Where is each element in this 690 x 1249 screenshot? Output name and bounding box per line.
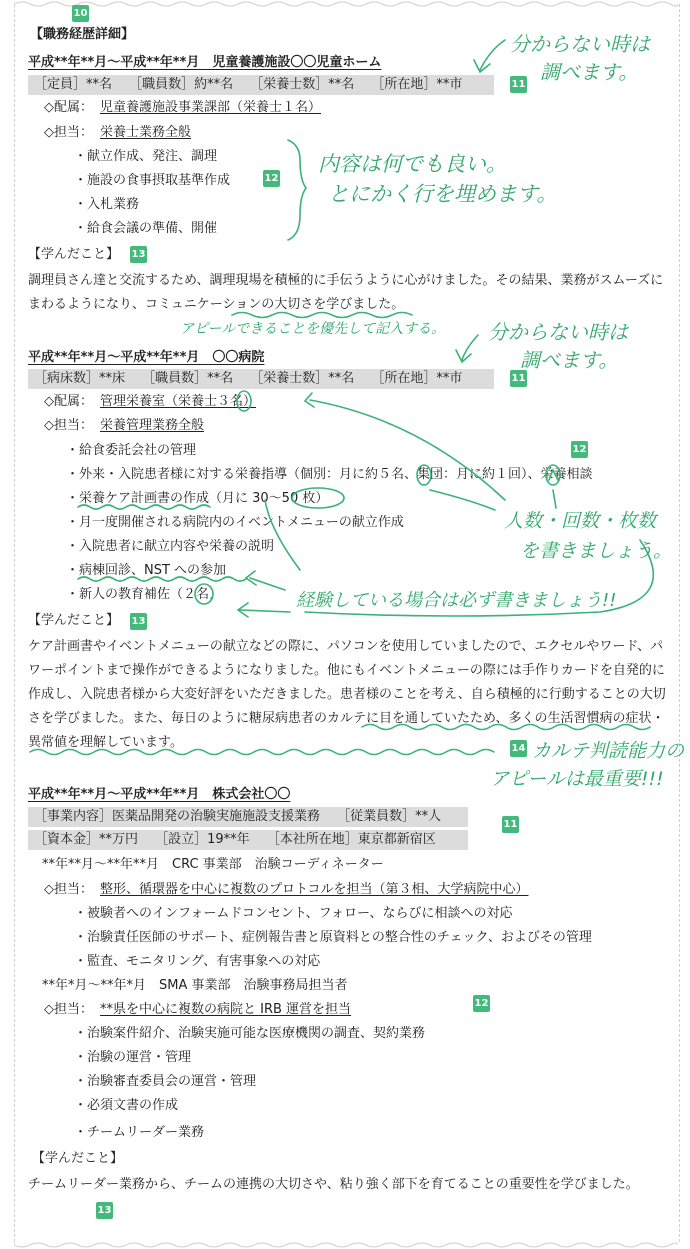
job1-learned-text: 調理員さん達と交流するため、調理現場を積極的に手伝うように心がけました。その結果、業務がスムーズにまわるようになり、コミュニケーションの大切さを学びました。	[28, 273, 664, 312]
job1-item: ・施設の食事摂取基準作成	[74, 173, 231, 188]
badge-12: 12	[473, 995, 490, 1012]
job3-item: ・治験案件紹介、治験実施可能な医療機関の調査、契約業務	[74, 1026, 426, 1041]
job3-info-bar-2: ［資本金］**万円 ［設立］19**年 ［本社所在地］東京都新宿区	[28, 830, 468, 850]
badge-13: 13	[96, 1202, 113, 1219]
job3-learned-label: 【学んだこと】	[32, 1151, 124, 1166]
badge-11: 11	[510, 370, 527, 387]
job3-item: ・必須文書の作成	[74, 1098, 179, 1113]
note-experience: 経験している場合は必ず書きましょう!!	[296, 590, 617, 611]
job1-duty-label: ◇担当：	[44, 125, 93, 140]
job2-item: ・病棟回診、NST への参加	[66, 563, 227, 578]
badge-11: 11	[502, 816, 519, 833]
badge-11: 11	[510, 76, 527, 93]
note-karte-b: アピールは最重要!!!	[490, 768, 664, 790]
job1-item: ・給食会議の準備、開催	[74, 221, 218, 236]
job1-duty: 栄養士業務全般	[100, 125, 192, 140]
job2-assign: 管理栄養室（栄養士３名）	[100, 394, 257, 409]
job3-item: ・治験審査委員会の運営・管理	[74, 1074, 257, 1089]
job3-duty-2: **県を中心に複数の病院と IRB 運営を担当	[100, 1002, 352, 1017]
note-karte-a: カルテ判読能力の	[532, 740, 685, 762]
job2-item: ・新人の教育補佐（２名）	[66, 587, 223, 602]
job1-learned-label: 【学んだこと】	[28, 247, 120, 262]
job2-item: ・入院患者に献立内容や栄養の説明	[66, 539, 275, 554]
job1-period-heading: 平成**年**月～平成**年**月 児童養護施設〇〇児童ホーム	[28, 55, 382, 70]
job3-item: ・治験の運営・管理	[74, 1050, 192, 1065]
job3-item: ・監査、モニタリング、有害事象への対応	[74, 954, 321, 969]
note-lookup-1b: 調べます。	[540, 60, 639, 84]
job3-item: ・被験者へのインフォームドコンセント、フォロー、ならびに相談への対応	[74, 906, 513, 921]
job2-period-heading: 平成**年**月～平成**年**月 〇〇病院	[28, 350, 265, 365]
job3-period-1: **年**月～**年**月 CRC 事業部 治験コーディネーター	[42, 857, 384, 872]
job2-learned-text: ケア計画書やイベントメニューの献立などの際に、パソコンを使用していましたので、エクセルやワード、パワーポイントまで操作ができるようになりました。他にもイベントメニューの際には手作りカードを自発的に作成し、入院患者様から大変好評をいただきました。患者様のことを考え、自ら積極的に行動することの大切さを学びました。また、毎日のように糖尿病患者のカルテに目を通していたため、多くの生活習慣病の症状・異常値を理解しています。	[28, 639, 666, 750]
note-appeal-priority: アピールできることを優先して記入する。	[180, 321, 446, 337]
job2-duty-label: ◇担当：	[44, 418, 93, 433]
job2-item: ・月一度開催される病院内のイベントメニューの献立作成	[66, 515, 404, 530]
job3-duty-label-1: ◇担当：	[44, 882, 93, 897]
job2-assign-label: ◇配属：	[44, 394, 93, 409]
job3-item: ・治験責任医師のサポート、症例報告書と原資料との整合性のチェック、およびその管理	[74, 930, 592, 945]
badge-13: 13	[130, 613, 147, 630]
note-numbers-b: を書きましょう。	[520, 540, 673, 562]
note-anything-b: とにかく行を埋めます。	[328, 182, 558, 206]
job1-info-bar: ［定員］**名 ［職員数］約**名 ［栄養士数］**名 ［所在地］**市	[28, 75, 494, 95]
badge-13: 13	[130, 246, 147, 263]
job3-period-2: **年*月～**年*月 SMA 事業部 治験事務局担当者	[42, 978, 348, 993]
badge-14: 14	[510, 740, 527, 757]
badge-10: 10	[72, 5, 89, 22]
section-title: 【職務経歴詳細】	[30, 27, 135, 42]
note-numbers-a: 人数・回数・枚数	[504, 510, 657, 532]
job2-duty: 栄養管理業務全般	[100, 418, 205, 433]
job2-info-bar: ［病床数］**床 ［職員数］**名 ［栄養士数］**名 ［所在地］**市	[28, 369, 494, 389]
note-lookup-1a: 分からない時は	[510, 32, 650, 56]
job1-item: ・入札業務	[74, 197, 140, 212]
job3-duty-label-2: ◇担当：	[44, 1002, 93, 1017]
job3-duty-1: 整形、循環器を中心に複数のプロトコルを担当（第３相、大学病院中心）	[100, 882, 529, 897]
job3-info-bar-1: ［事業内容］医薬品開発の治験実施施設支援業務 ［従業員数］**人	[28, 807, 468, 827]
job2-item: ・外来・入院患者様に対する栄養指導（個別：月に約５名、集団：月に約１回）、栄養相談	[66, 467, 593, 482]
job2-learned-label: 【学んだこと】	[28, 613, 120, 628]
job3-item: ・チームリーダー業務	[74, 1125, 205, 1140]
note-anything-a: 内容は何でも良い。	[318, 152, 507, 176]
job1-assign-label: ◇配属：	[44, 100, 93, 115]
job2-item: ・栄養ケア計画書の作成（月に 30～50 枚）	[66, 491, 329, 506]
badge-12: 12	[263, 170, 280, 187]
job2-item: ・給食委託会社の管理	[66, 443, 197, 458]
badge-12: 12	[571, 441, 588, 458]
note-lookup-2a: 分からない時は	[488, 320, 628, 344]
job1-item: ・献立作成、発注、調理	[74, 149, 218, 164]
job3-period-heading: 平成**年**月～平成**年**月 株式会社〇〇	[28, 787, 291, 802]
job1-assign: 児童養護施設事業課部（栄養士１名）	[100, 100, 322, 115]
note-lookup-2b: 調べます。	[520, 348, 619, 372]
job3-learned-text: チームリーダー業務から、チームの連携の大切さや、粘り強く部下を育てることの重要性を学びました。	[28, 1177, 639, 1192]
